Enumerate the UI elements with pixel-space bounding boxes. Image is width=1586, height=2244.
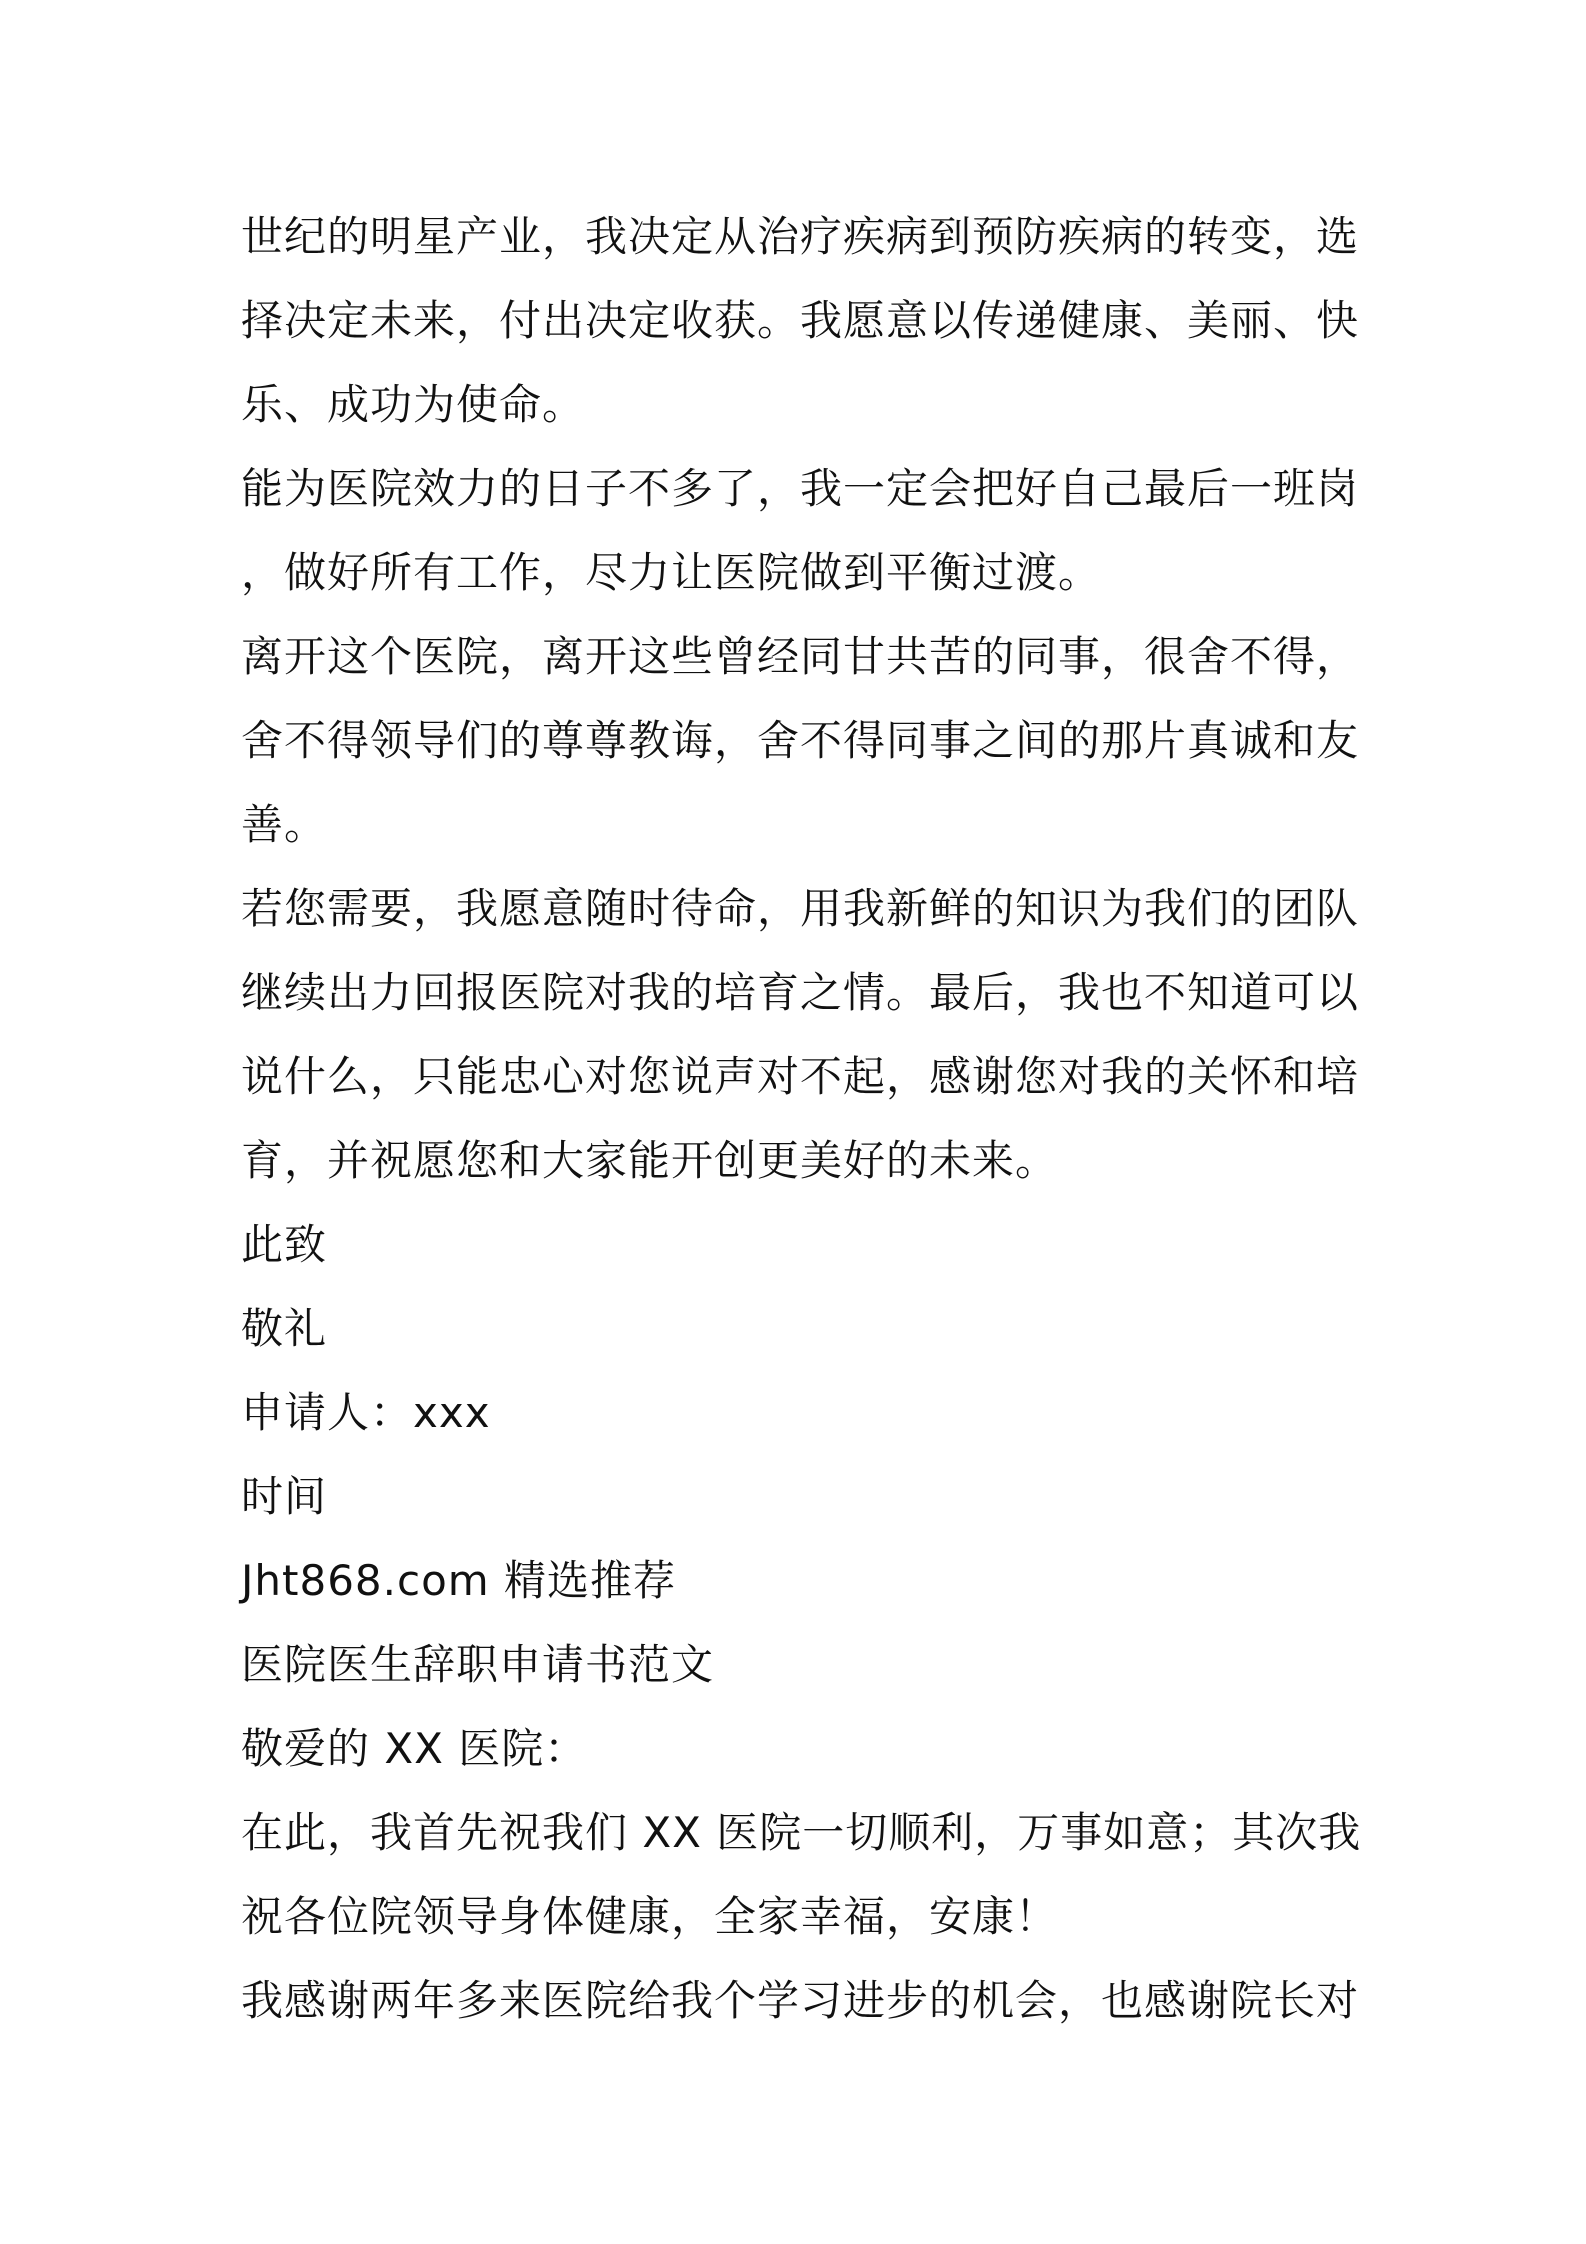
text-line: 敬礼 (241, 1304, 328, 1353)
site-recommendation (241, 1539, 1361, 1623)
applicant-line (241, 1371, 1361, 1455)
text-line: Jht868.com 精选推荐 (241, 1556, 677, 1605)
text-line: 乐、成功为使命。 (241, 380, 586, 429)
document-page (241, 195, 1361, 2043)
paragraph-2 (241, 447, 1361, 615)
section-title (241, 1623, 1361, 1707)
text-line: 善。 (241, 800, 328, 849)
text-line: 若您需要，我愿意随时待命，用我新鲜的知识为我们的团队 (241, 884, 1360, 933)
text-line: 敬爱的 XX 医院： (241, 1724, 588, 1773)
paragraph-1 (241, 195, 1361, 447)
text-line: 医院医生辞职申请书范文 (241, 1640, 715, 1689)
text-line: 能为医院效力的日子不多了，我一定会把好自己最后一班岗 (241, 464, 1360, 513)
closing-regards (241, 1287, 1361, 1371)
date-line (241, 1455, 1361, 1539)
text-line: 舍不得领导们的尊尊教诲，舍不得同事之间的那片真诚和友 (241, 716, 1360, 765)
text-line: 择决定未来，付出决定收获。我愿意以传递健康、美丽、快 (241, 296, 1360, 345)
text-line: 说什么，只能忠心对您说声对不起，感谢您对我的关怀和培 (241, 1052, 1360, 1101)
text-line: ，做好所有工作，尽力让医院做到平衡过渡。 (241, 548, 1102, 597)
text-line: 申请人：xxx (241, 1388, 491, 1437)
text-line: 在此，我首先祝我们 XX 医院一切顺利，万事如意；其次我 (241, 1808, 1362, 1857)
text-line: 育，并祝愿您和大家能开创更美好的未来。 (241, 1136, 1059, 1185)
letter-greeting (241, 1707, 1361, 1791)
paragraph-6 (241, 1959, 1361, 2043)
text-line: 我感谢两年多来医院给我个学习进步的机会，也感谢院长对 (241, 1976, 1360, 2025)
closing-salutation (241, 1203, 1361, 1287)
paragraph-3 (241, 615, 1361, 867)
text-line: 时间 (241, 1472, 328, 1521)
paragraph-4 (241, 867, 1361, 1203)
paragraph-5 (241, 1791, 1361, 1959)
text-line: 祝各位院领导身体健康，全家幸福，安康！ (241, 1892, 1059, 1941)
text-line: 世纪的明星产业，我决定从治疗疾病到预防疾病的转变，选 (241, 212, 1360, 261)
text-line: 此致 (241, 1220, 328, 1269)
text-line: 继续出力回报医院对我的培育之情。最后，我也不知道可以 (241, 968, 1360, 1017)
text-line: 离开这个医院，离开这些曾经同甘共苦的同事，很舍不得， (241, 632, 1360, 681)
